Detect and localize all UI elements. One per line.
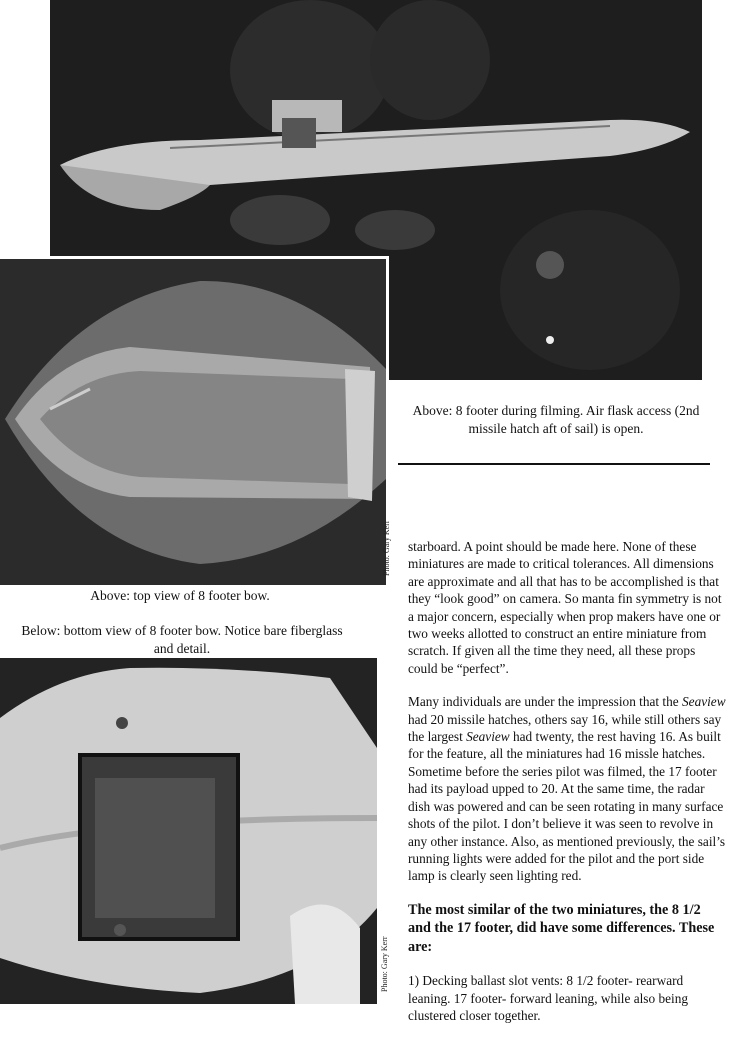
photo-credit-bottom: Photo: Gary Kerr bbox=[380, 936, 389, 992]
caption-bottom-view: Below: bottom view of 8 footer bow. Notice bare fiberglass and detail. bbox=[21, 623, 343, 656]
divider-rule bbox=[398, 463, 710, 465]
paragraph-tolerances: starboard. A point should be made here. None of these miniatures are made to critical tolerances. All dimensions are approximate and all that has to be accomplished is that they “look good” on camera. So manta fin symmetry is not a major concern, especially when prop makers have one or two weeks allotted to construct an entire miniature from scratch. If given all the time they need, all these props could be “perfect”. bbox=[408, 539, 722, 676]
photo-credit-middle: Photo: Gary Kerr bbox=[382, 520, 391, 576]
paragraph-ballast-vents: 1) Decking ballast slot vents: 8 1/2 footer- rearward leaning. 17 footer- forward leaning, while also being clustered closer together. bbox=[408, 973, 688, 1024]
paragraph-differences-heading: The most similar of the two miniatures, the 8 1/2 and the 17 footer, did have some differences. These are: bbox=[408, 901, 715, 955]
paragraph-missile-hatches: Many individuals are under the impression that the Seaview had 20 missile hatches, others say 16, while still others say the largest Seaview had twenty, the rest having 16. As built for the feature, all the miniatures had 16 missle hatches. Sometime before the series pilot was filmed, the 17 footer had its payload upped to 20. At the same time, the radar dish was powered and can be seen rotating in many surface shots of the pilot. I don’t believe it was seen to revolve in any other instance. Also, as mentioned previously, the sail’s running lights were added for the pilot and the port side lamp is clearly seen lighting red. bbox=[408, 694, 726, 884]
caption-filming: Above: 8 footer during filming. Air flask access (2nd missile hatch aft of sail) is open. bbox=[412, 403, 700, 436]
caption-top-view: Above: top view of 8 footer bow. bbox=[90, 588, 270, 603]
photo-8-footer-bow-top-view bbox=[0, 256, 389, 585]
article-text bbox=[408, 538, 726, 1040]
photo-8-footer-bow-bottom-view bbox=[0, 658, 377, 1004]
